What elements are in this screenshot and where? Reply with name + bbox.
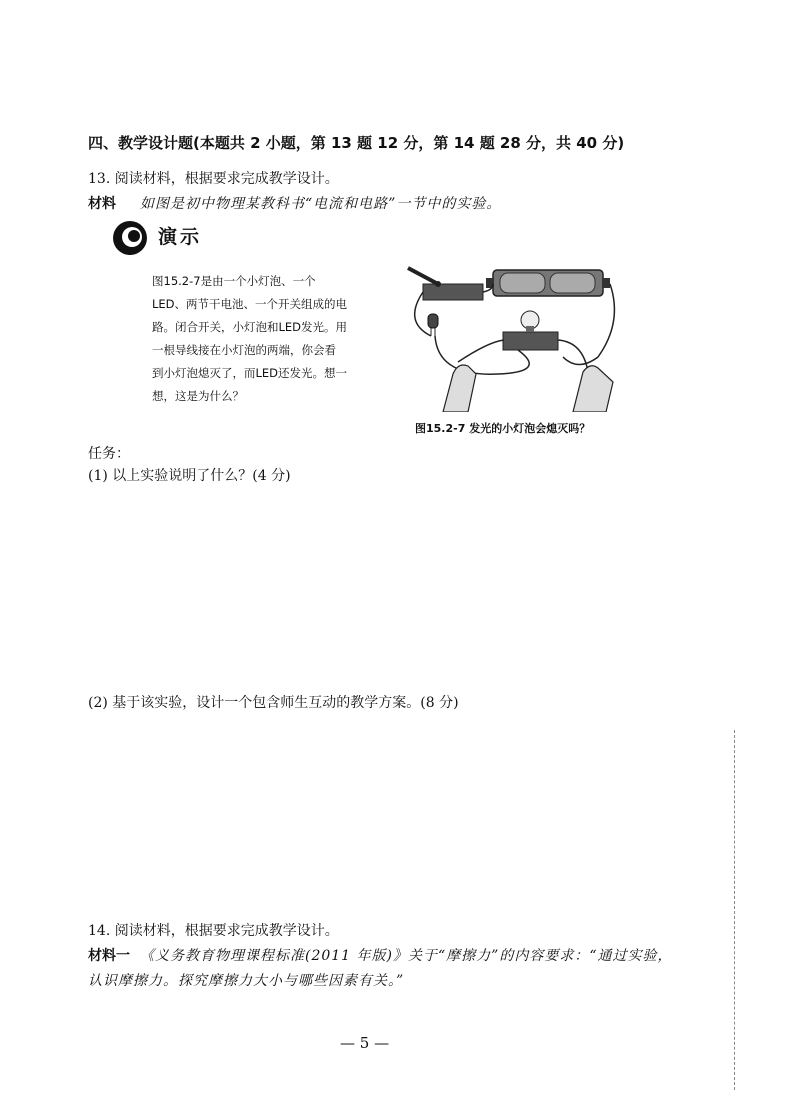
- demo-line: LED、两节干电池、一个开关组成的电: [152, 297, 348, 311]
- demo-line: 路。闭合开关，小灯泡和LED发光。用: [152, 320, 348, 334]
- scan-edge-line: [734, 730, 736, 1090]
- circuit-figure: [398, 262, 628, 412]
- task-label: 任务：: [88, 446, 130, 462]
- demo-line: 想，这是为什么？: [152, 389, 244, 403]
- switch: [408, 268, 483, 300]
- task-question-1: (1) 以上实验说明了什么？(4 分): [88, 468, 291, 484]
- question-14-prompt: 14. 阅读材料，根据要求完成教学设计。: [88, 923, 339, 939]
- hands: [443, 365, 613, 412]
- material-one-text-continued: 认识摩擦力。探究摩擦力大小与哪些因素有关。”: [88, 973, 405, 989]
- question-13-prompt: 13. 阅读材料，根据要求完成教学设计。: [88, 171, 339, 187]
- demo-line: 到小灯泡熄灭了，而LED还发光。想一: [152, 366, 348, 380]
- demo-description: [152, 270, 362, 408]
- bulb: [503, 311, 558, 350]
- page-number: — 5 —: [340, 1034, 390, 1052]
- battery-holder: [486, 270, 610, 296]
- demo-line: 图15.2-7是由一个小灯泡、一个: [152, 274, 316, 288]
- task-question-2: (2) 基于该实验，设计一个包含师生互动的教学方案。(8 分): [88, 695, 459, 711]
- material-label: 材料: [88, 196, 116, 212]
- led: [428, 314, 438, 336]
- material-text: 如图是初中物理某教科书“电流和电路”一节中的实验。: [140, 196, 502, 212]
- material-one-label: 材料一: [88, 948, 130, 964]
- section-title: 四、教学设计题(本题共 2 小题，第 13 题 12 分，第 14 题 28 分，共 40 分): [88, 134, 625, 152]
- figure-caption: 图15.2-7 发光的小灯泡会熄灭吗？: [415, 422, 591, 435]
- demo-icon: [110, 218, 150, 258]
- demo-title: 演示: [158, 226, 203, 248]
- material-one-text: 《义务教育物理课程标准(2011 年版)》关于“摩擦力”的内容要求：“通过实验，: [140, 948, 673, 964]
- demo-line: 一根导线接在小灯泡的两端，你会看: [152, 343, 336, 357]
